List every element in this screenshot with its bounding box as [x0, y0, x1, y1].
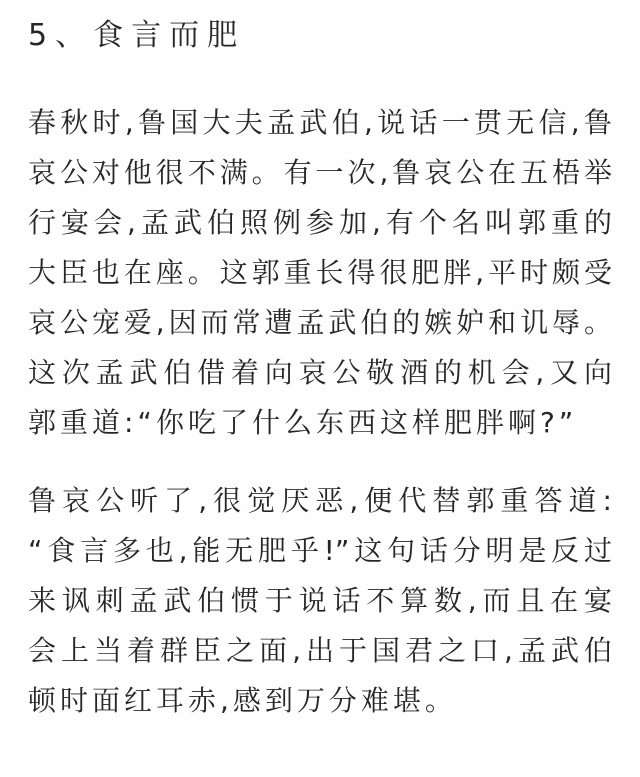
text-line: 行宴会,孟武伯照例参加,有个名叫郭重的: [28, 206, 612, 239]
text-line: 哀公对他很不满。有一次,鲁哀公在五梧举: [28, 156, 612, 189]
paragraph-1: [28, 98, 612, 448]
text-line: 会上当着群臣之面,出于国君之口,孟武伯: [28, 634, 612, 667]
text-line: 这次孟武伯借着向哀公敬酒的机会,又向: [28, 356, 612, 389]
text-line: 哀公宠爱,因而常遭孟武伯的嫉妒和讥辱。: [28, 306, 612, 339]
text-line: “食言多也,能无肥乎!”这句话分明是反过: [28, 534, 612, 567]
text-line: 郭重道:“你吃了什么东西这样肥胖啊?”: [28, 406, 578, 439]
document-title: 5、食言而肥: [28, 18, 246, 53]
text-line: 顿时面红耳赤,感到万分难堪。: [28, 684, 457, 717]
paragraph-2: [28, 476, 612, 726]
text-line: 大臣也在座。这郭重长得很肥胖,平时颇受: [28, 256, 612, 289]
text-line: 鲁哀公听了,很觉厌恶,便代替郭重答道:: [28, 484, 612, 517]
text-line: 来讽刺孟武伯惯于说话不算数,而且在宴: [28, 584, 612, 617]
text-line: 春秋时,鲁国大夫孟武伯,说话一贯无信,鲁: [28, 106, 612, 139]
